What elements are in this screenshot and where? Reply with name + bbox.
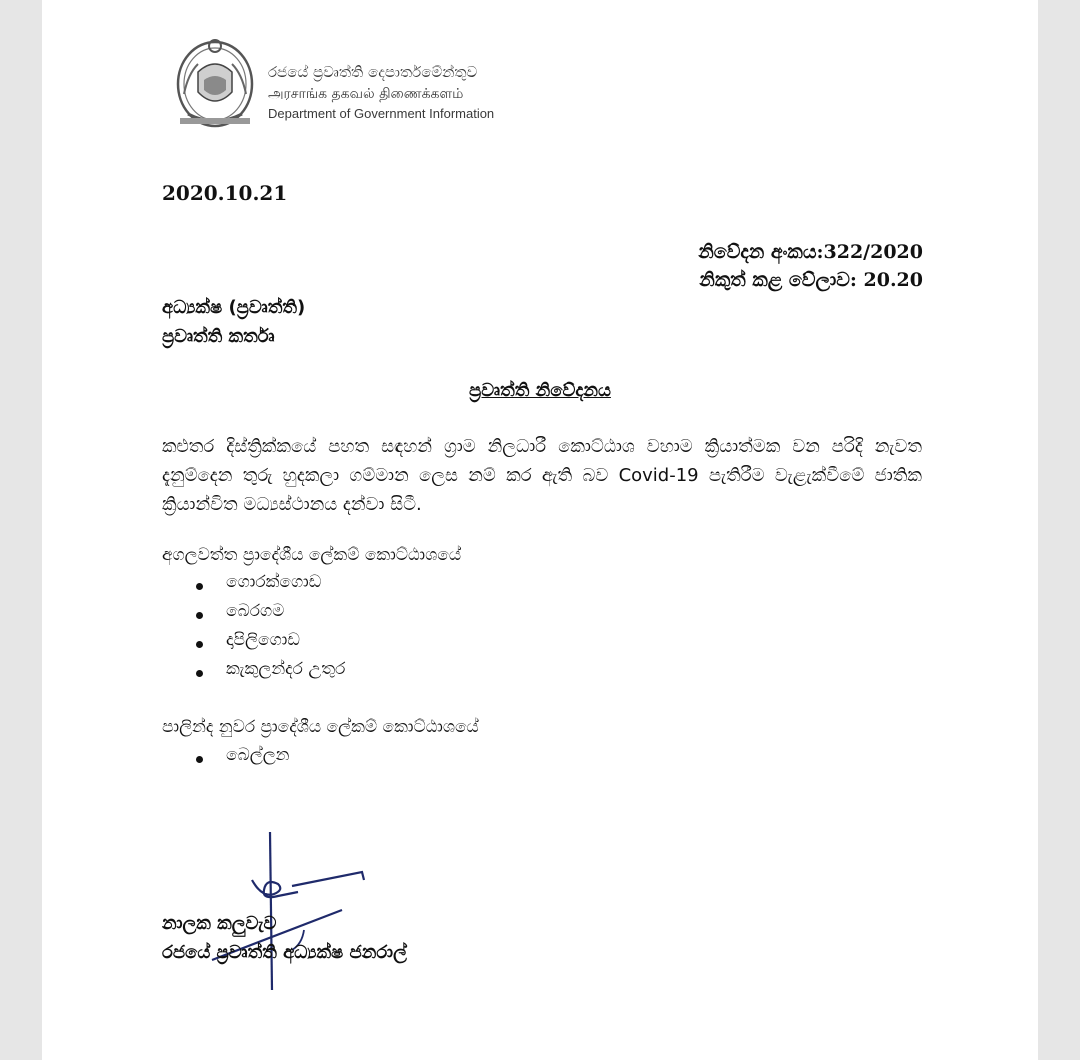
village-list-agalawatta <box>192 572 345 688</box>
release-time: නිකුත් කළ වේලාව: 20.20 <box>699 269 923 291</box>
heading-text: ප්‍රවෘත්ති නිවේදනය <box>469 380 611 401</box>
list-item: ගොරක්ගොඩ <box>192 572 345 601</box>
recipient-line-2: ප්‍රවෘත්ති කර්තෘ <box>162 326 275 347</box>
recipient-line-1: අධ්‍යක්ෂ (ප්‍රවෘත්ති) <box>162 297 306 318</box>
list-item: කැකුලන්දර උතුර <box>192 659 345 688</box>
signature-image <box>142 820 382 1000</box>
village-list-palindanuwara <box>192 745 289 774</box>
section-title-agalawatta: අගලවත්ත ප්‍රාදේශීය ලේකම් කොට්ඨාශයේ <box>162 545 462 565</box>
government-emblem-icon <box>174 34 256 130</box>
section-title-palindanuwara: පාලින්ද නුවර ප්‍රාදේශීය ලේකම් කොට්ඨාශයේ <box>162 717 479 737</box>
document-heading <box>42 380 1038 401</box>
release-date: 2020.10.21 <box>162 181 288 205</box>
signatory-title: රජයේ ප්‍රවෘත්ති අධ්‍යක්ෂ ජනරාල් <box>162 942 407 963</box>
list-item: දාපිලිගොඩ <box>192 630 345 659</box>
department-name-sinhala: රජයේ ප්‍රවෘත්ති දෙපාර්තමේන්තුව <box>268 63 478 81</box>
signatory-name: නාලක කලුවැව <box>162 913 277 934</box>
release-number: නිවේදන අංකය:322/2020 <box>698 241 923 263</box>
department-name-english: Department of Government Information <box>268 106 495 121</box>
department-name-tamil: அரசாங்க தகவல் திணைக்களம் <box>268 86 464 102</box>
list-item: බෙල්ලන <box>192 745 289 774</box>
document-page <box>42 0 1038 1060</box>
list-item: බෙරගම <box>192 601 345 630</box>
body-paragraph: කළුතර දිස්ත්‍රික්කයේ පහත සඳහන් ග්‍රාම නිලධාරී කොට්ඨාශ වහාම ක්‍රියාත්මක වන පරිදි නැවත දැනුම්දෙන තුරු හුදකලා ගම්මාන ලෙස නම් කර ඇති බව Covid-19 පැතිරීම වැළැක්වීමේ ජාතික ක්‍රියාන්විත මධ්‍යස්ථානය දන්වා සිටී. <box>162 436 922 515</box>
